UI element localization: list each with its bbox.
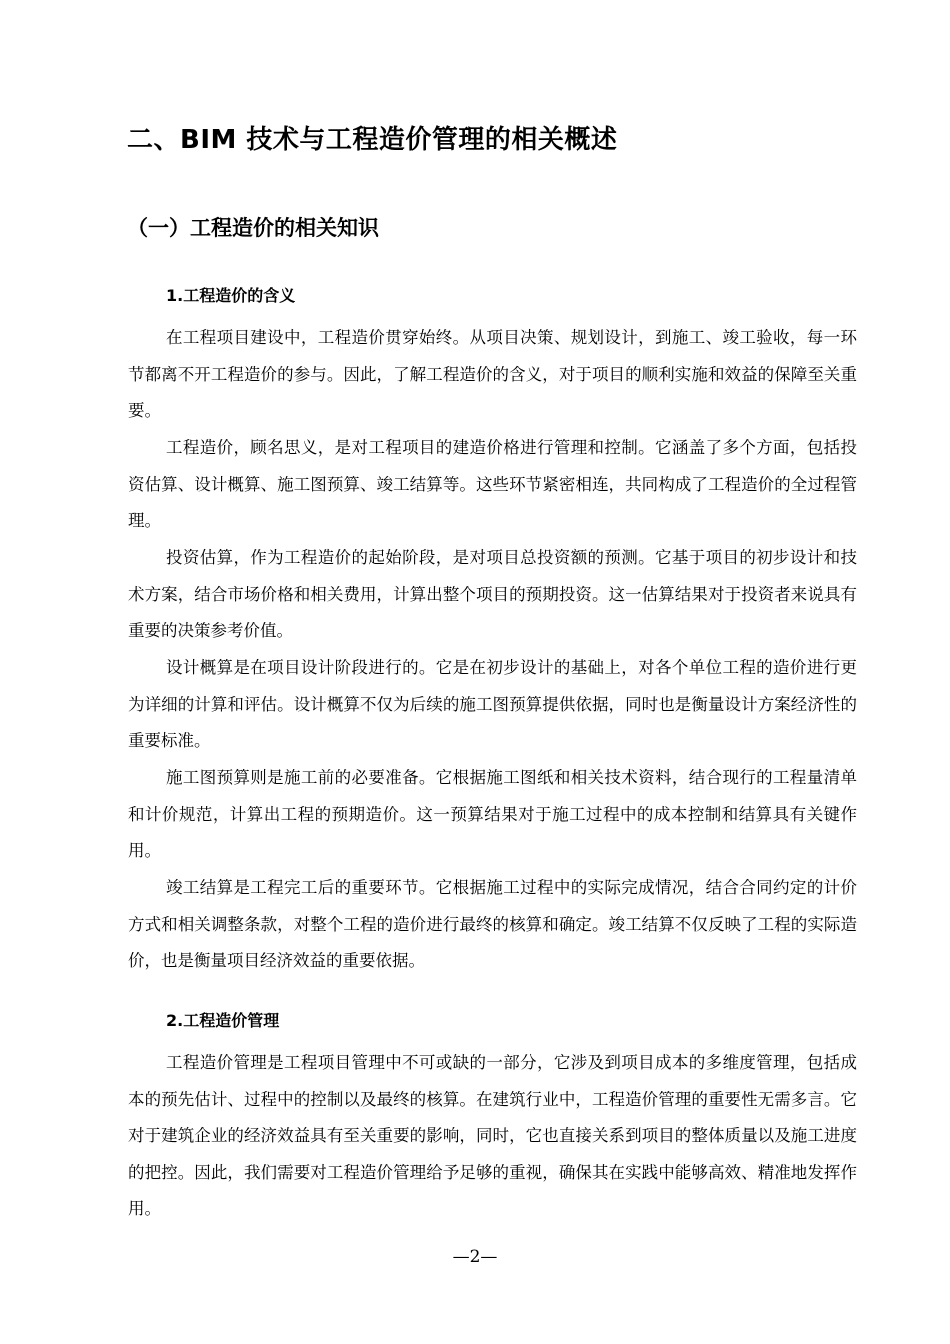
paragraph: 投资估算，作为工程造价的起始阶段，是对项目总投资额的预测。它基于项目的初步设计和技术方案，结合市场价格和相关费用，计算出整个项目的预期投资。这一估算结果对于投资者来说具有重要的决策参考价值。 bbox=[128, 548, 857, 641]
paragraph: 设计概算是在项目设计阶段进行的。它是在初步设计的基础上，对各个单位工程的造价进行更为详细的计算和评估。设计概算不仅为后续的施工图预算提供依据，同时也是衡量设计方案经济性的重要标准。 bbox=[128, 658, 857, 751]
paragraph: 竣工结算是工程完工后的重要环节。它根据施工过程中的实际完成情况，结合合同约定的计价方式和相关调整条款，对整个工程的造价进行最终的核算和确定。竣工结算不仅反映了工程的实际造价，也是衡量项目经济效益的重要依据。 bbox=[128, 878, 857, 971]
paragraph: 工程造价，顾名思义，是对工程项目的建造价格进行管理和控制。它涵盖了多个方面，包括投资估算、设计概算、施工图预算、竣工结算等。这些环节紧密相连，共同构成了工程造价的全过程管理。 bbox=[128, 438, 857, 531]
paragraph: 在工程项目建设中，工程造价贯穿始终。从项目决策、规划设计，到施工、竣工验收，每一环节都离不开工程造价的参与。因此，了解工程造价的含义，对于项目的顺利实施和效益的保障至关重要。 bbox=[128, 328, 857, 421]
section-title: 二、BIM 技术与工程造价管理的相关概述 bbox=[127, 125, 618, 155]
page-number: —2— bbox=[452, 1247, 498, 1267]
subsection-title: （一）工程造价的相关知识 bbox=[127, 216, 379, 240]
heading-2-management: 2.工程造价管理 bbox=[166, 1011, 280, 1030]
paragraph: 施工图预算则是施工前的必要准备。它根据施工图纸和相关技术资料，结合现行的工程量清单和计价规范，计算出工程的预期造价。这一预算结果对于施工过程中的成本控制和结算具有关键作用。 bbox=[128, 768, 857, 861]
paragraph: 工程造价管理是工程项目管理中不可或缺的一部分，它涉及到项目成本的多维度管理，包括成本的预先估计、过程中的控制以及最终的核算。在建筑行业中，工程造价管理的重要性无需多言。它对于建筑企业的经济效益具有至关重要的影响，同时，它也直接关系到项目的整体质量以及施工进度的把控。因此，我们需要对工程造价管理给予足够的重视，确保其在实践中能够高效、精准地发挥作用。 bbox=[128, 1053, 857, 1219]
heading-1-meaning: 1.工程造价的含义 bbox=[166, 286, 296, 305]
